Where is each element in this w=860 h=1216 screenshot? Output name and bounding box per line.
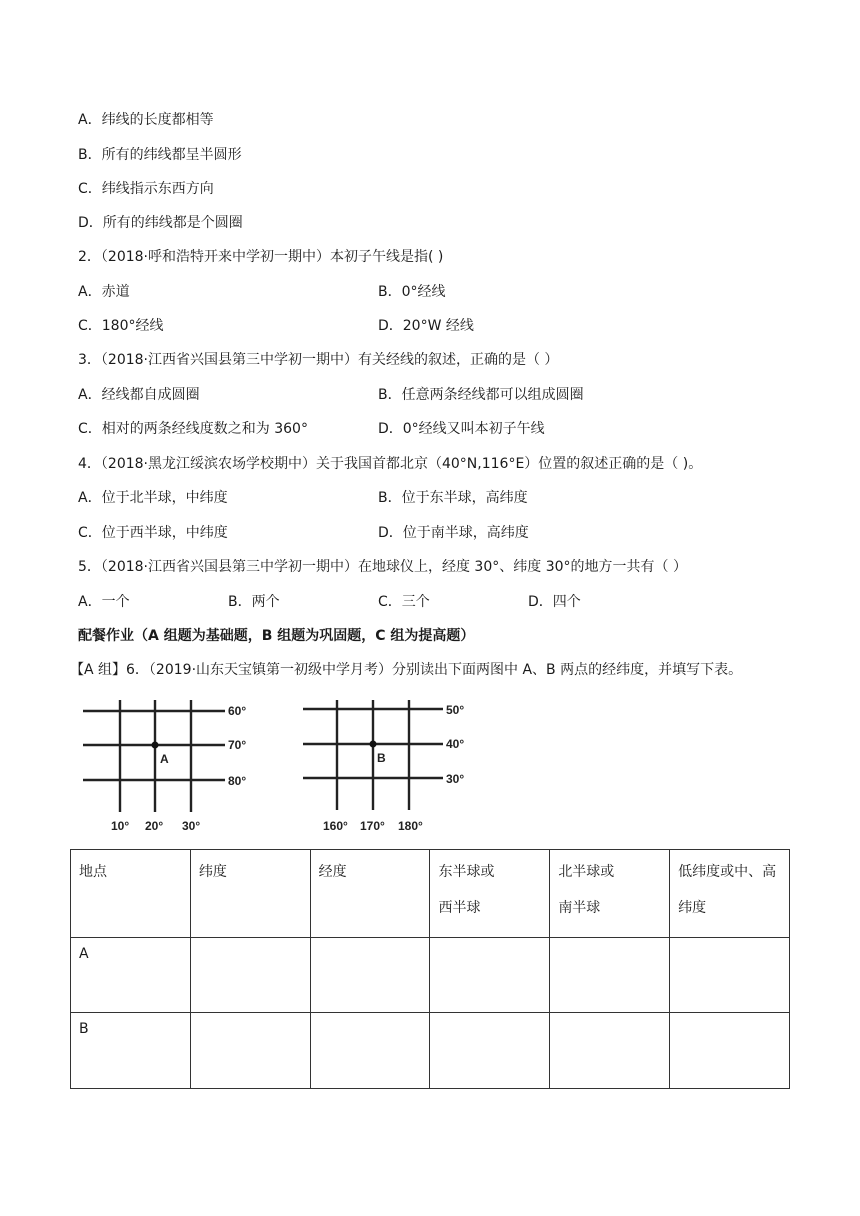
lat-label-a-1: 70° — [228, 738, 247, 752]
point-a-label: A — [160, 752, 169, 766]
q4-option-a: A．位于北半球，中纬度 — [78, 490, 228, 506]
lon-label-a-1: 20° — [145, 819, 164, 833]
q1-option-a: A．纬线的长度都相等 — [78, 112, 214, 128]
q1-option-b: B．所有的纬线都呈半圆形 — [78, 147, 242, 163]
q3-option-d: D．0°经线又叫本初子午线 — [378, 421, 545, 437]
answer-cell[interactable] — [310, 937, 430, 1013]
q2-option-a: A．赤道 — [78, 284, 130, 300]
q5-stem: 5．（2018·江西省兴国县第三中学初一期中）在地球仪上，经度 30°、纬度 30°的地方一共有（ ） — [78, 559, 687, 575]
lat-label-b-0: 50° — [446, 703, 465, 717]
q3-option-b: B．任意两条经线都可以组成圆圈 — [378, 387, 584, 403]
q4-option-c: C．位于西半球，中纬度 — [78, 525, 228, 541]
answer-cell[interactable] — [430, 1013, 550, 1089]
lat-label-a-0: 60° — [228, 704, 247, 718]
lon-label-b-2: 180° — [398, 819, 423, 833]
answer-cell[interactable] — [550, 1013, 670, 1089]
answer-cell[interactable] — [430, 937, 550, 1013]
q6-stem: 【A 组】6．（2019·山东天宝镇第一初级中学月考）分别读出下面两图中 A、B 两点的经纬度，并填写下表。 — [70, 662, 743, 678]
lon-label-a-0: 10° — [111, 819, 130, 833]
q1-option-d: D．所有的纬线都是个圆圈 — [78, 215, 243, 231]
table-row — [71, 937, 790, 1013]
header-latitude-zone: 低纬度或中、高 纬度 — [670, 850, 790, 938]
q3-option-c: C．相对的两条经线度数之和为 360° — [78, 421, 308, 437]
lat-label-b-2: 30° — [446, 772, 465, 786]
point-b-label: B — [377, 751, 386, 765]
q2-option-b: B．0°经线 — [378, 284, 446, 300]
lat-lon-grid-figure-a — [75, 700, 275, 840]
q2-stem: 2．（2018·呼和浩特开来中学初一期中）本初子午线是指( ) — [78, 249, 444, 265]
answer-cell[interactable] — [190, 1013, 310, 1089]
answer-cell[interactable] — [670, 1013, 790, 1089]
q3-stem: 3．（2018·江西省兴国县第三中学初一期中）有关经线的叙述，正确的是（ ） — [78, 352, 559, 368]
q5-option-b: B．两个 — [228, 594, 280, 610]
row-label-b: B — [71, 1013, 191, 1089]
row-label-a: A — [71, 937, 191, 1013]
answer-table — [70, 849, 790, 1089]
header-longitude: 经度 — [310, 850, 430, 938]
answer-cell[interactable] — [190, 937, 310, 1013]
q2-option-d: D．20°W 经线 — [378, 318, 474, 334]
q1-option-c: C．纬线指示东西方向 — [78, 181, 214, 197]
header-east-west-hemisphere: 东半球或 西半球 — [430, 850, 550, 938]
lon-label-b-1: 170° — [360, 819, 385, 833]
lat-label-a-2: 80° — [228, 774, 247, 788]
table-row — [71, 1013, 790, 1089]
header-north-south-hemisphere: 北半球或 南半球 — [550, 850, 670, 938]
lon-label-b-0: 160° — [323, 819, 348, 833]
point-a-marker — [152, 742, 159, 749]
q3-option-a: A．经线都自成圆圈 — [78, 387, 200, 403]
q5-option-d: D．四个 — [528, 594, 581, 610]
q4-stem: 4．（2018·黑龙江绥滨农场学校期中）关于我国首都北京（40°N,116°E）位置的叙述正确的是（ )。 — [78, 456, 703, 472]
answer-cell[interactable] — [550, 937, 670, 1013]
lat-label-b-1: 40° — [446, 737, 465, 751]
point-b-marker — [370, 741, 377, 748]
header-location: 地点 — [71, 850, 191, 938]
q5-option-c: C．三个 — [378, 594, 430, 610]
q5-option-a: A．一个 — [78, 594, 130, 610]
section-heading: 配餐作业（A 组题为基础题，B 组题为巩固题，C 组为提高题） — [78, 628, 475, 644]
table-header-row — [71, 850, 790, 938]
q4-option-b: B．位于东半球，高纬度 — [378, 490, 528, 506]
q4-option-d: D．位于南半球，高纬度 — [378, 525, 529, 541]
lat-lon-grid-figure-b — [298, 700, 498, 840]
header-latitude: 纬度 — [190, 850, 310, 938]
answer-cell[interactable] — [310, 1013, 430, 1089]
q2-option-c: C．180°经线 — [78, 318, 164, 334]
lon-label-a-2: 30° — [182, 819, 201, 833]
answer-cell[interactable] — [670, 937, 790, 1013]
